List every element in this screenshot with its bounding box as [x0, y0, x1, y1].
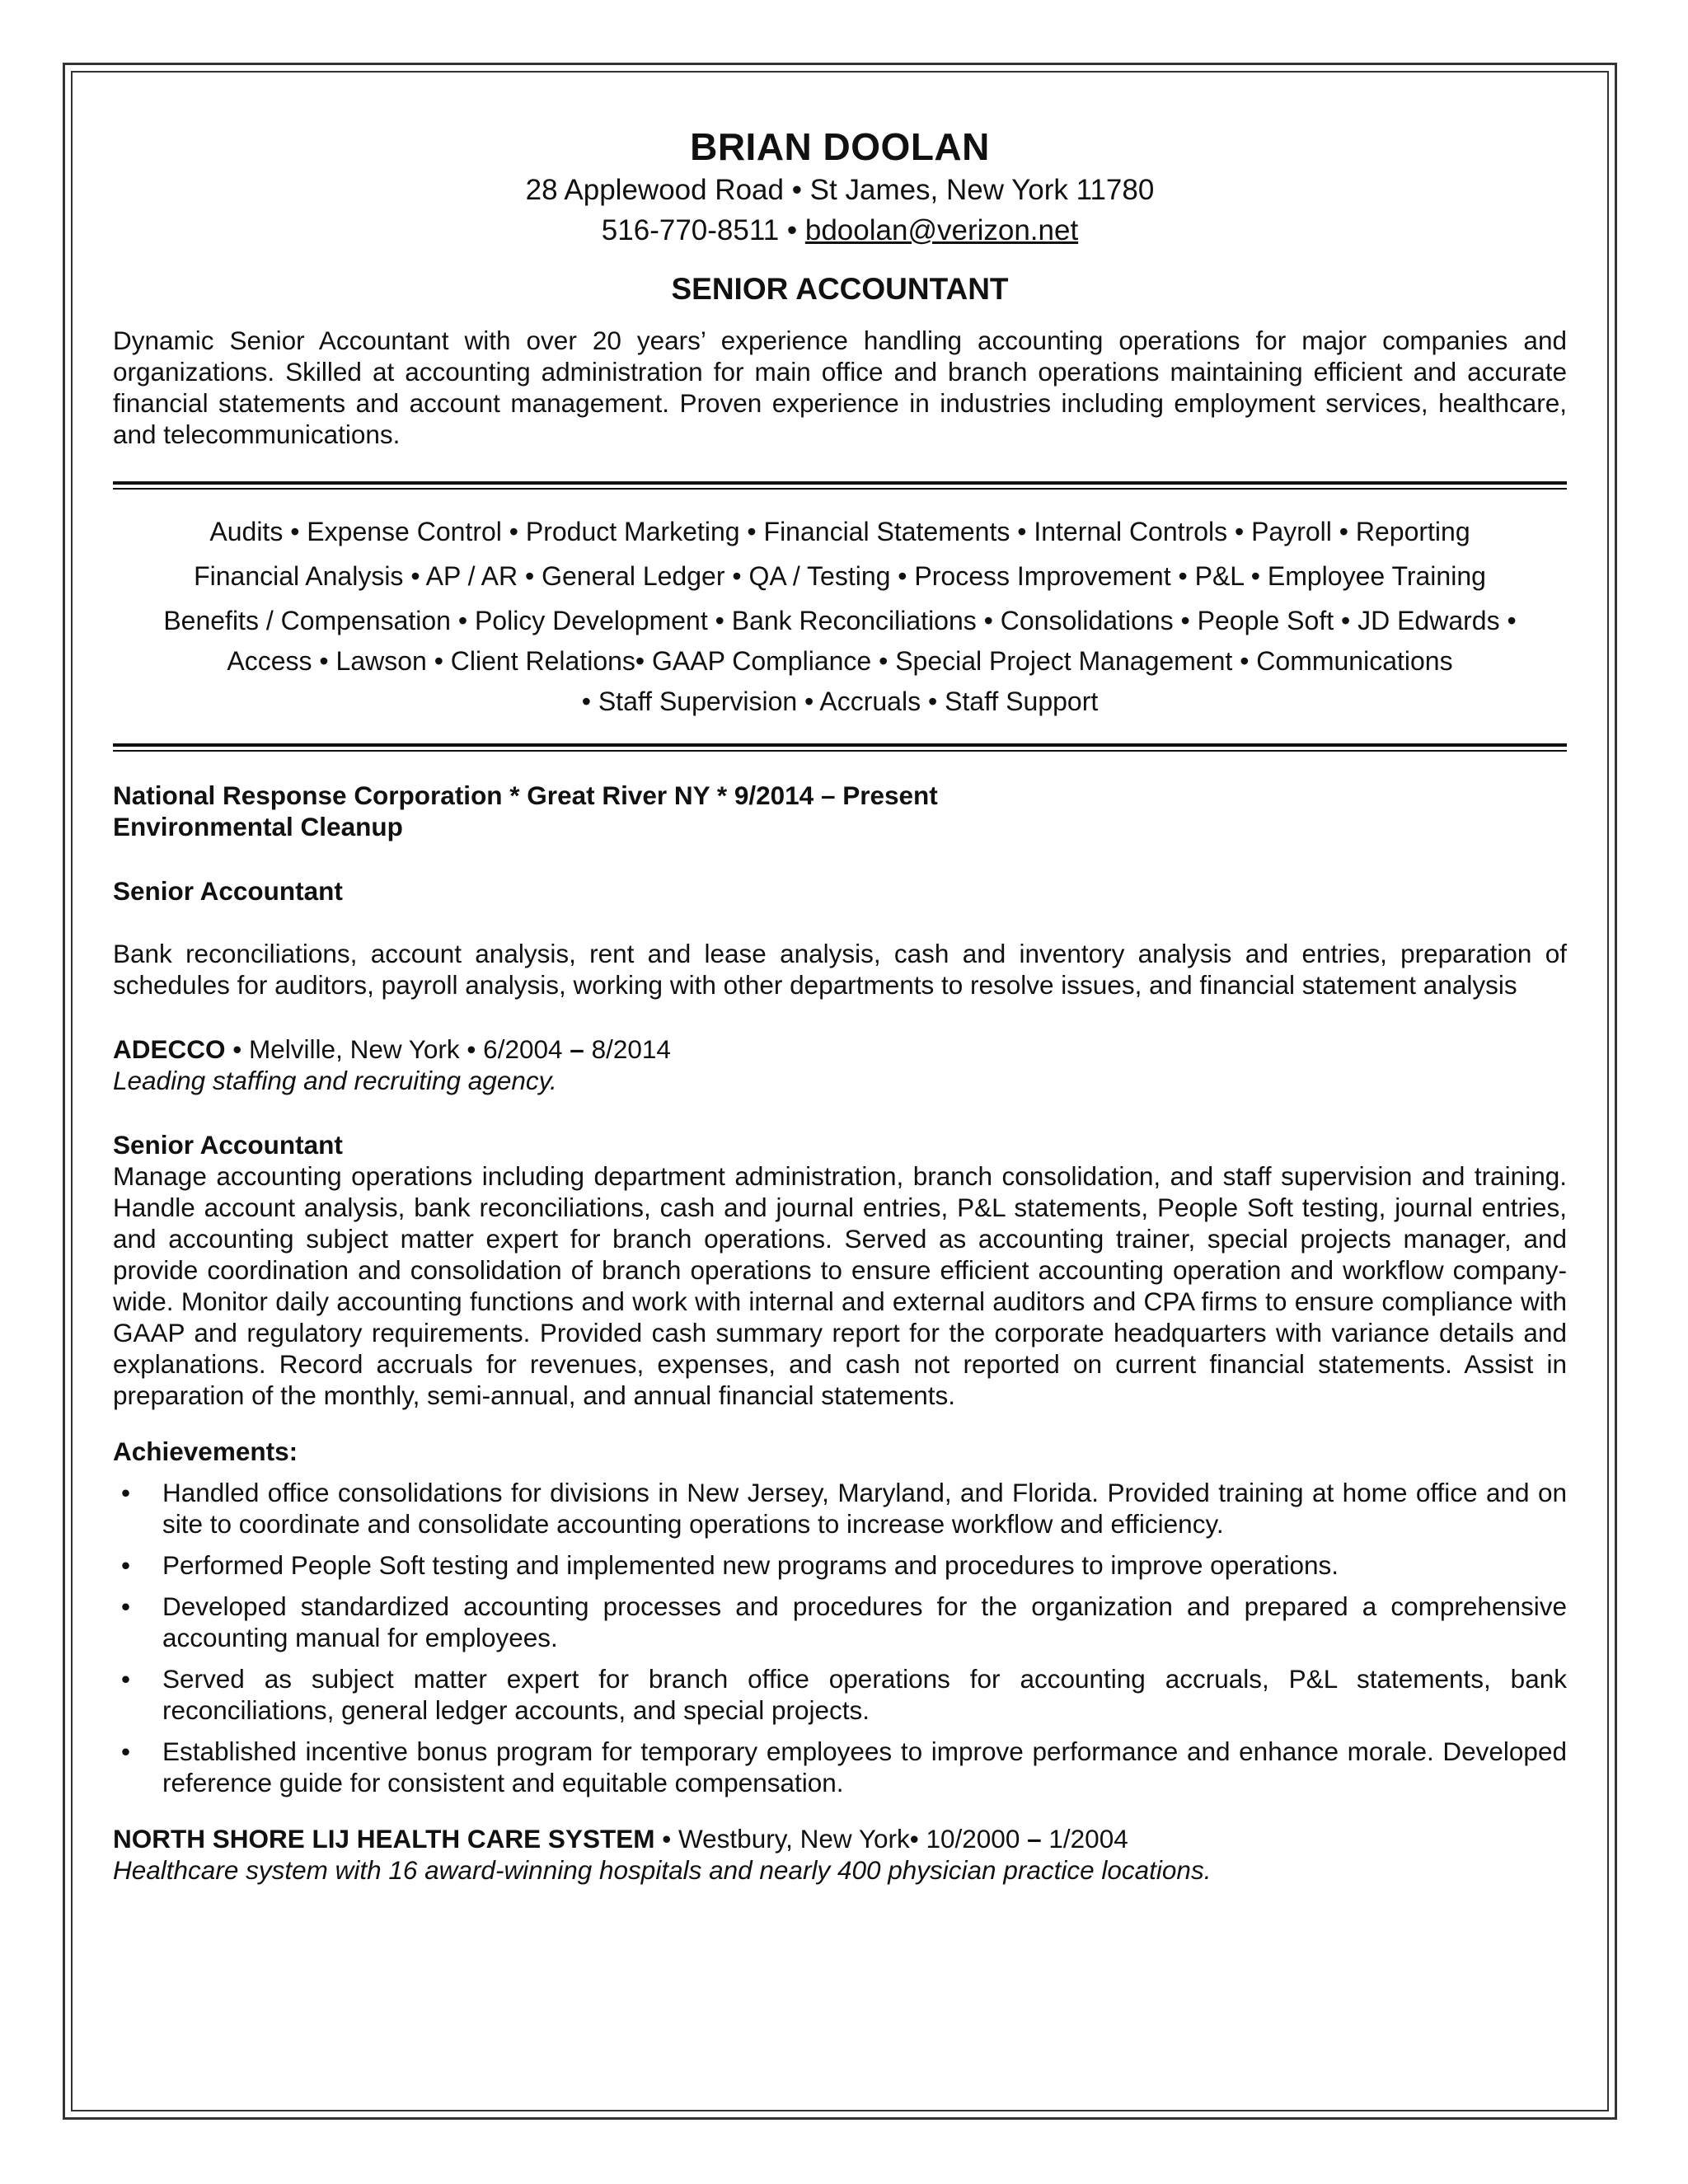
skills-section [113, 490, 1567, 743]
section-divider-bottom [113, 743, 1567, 752]
job1-description: Bank reconciliations, account analysis, rent and lease analysis, cash and inventory analysis and entries, preparation of schedules for auditors, payroll analysis, working with other departments to resolve issues, and financial statement analysis [113, 939, 1567, 1000]
job1-company-line: National Response Corporation * Great River NY * 9/2014 – Present [113, 780, 938, 810]
phone-number: 516-770-8511 [601, 214, 780, 246]
list-item [113, 1663, 1567, 1726]
job2-company: ADECCO [113, 1034, 226, 1064]
achievement-text: Handled office consolidations for divisions in New Jersey, Maryland, and Florida. Provided training at home office and on site to coordinate and consolidate accounting operations to increase workflow and efficiency. [162, 1478, 1567, 1539]
job2-description: Manage accounting operations including department administration, branch consolidation, and staff supervision and training. Handle account analysis, bank reconciliations, cash and journal entries, P&L statements, People Soft testing, journal entries, and accounting subject matter expert for branch operations. Served as accounting trainer, special projects manager, and provide coordination and consolidation of branch operations to ensure efficient accounting operation and workflow company-wide. Monitor daily accounting functions and work with internal and external auditors and CPA firms to ensure compliance with GAAP and regulatory requirements. Provided cash summary report for the corporate headquarters with variance details and explanations. Record accruals for revenues, expenses, and cash not reported on current financial statements. Assist in preparation of the monthly, semi-annual, and annual financial statements. [113, 1161, 1567, 1410]
job3-end-date: 1/2004 [1041, 1824, 1128, 1854]
job3-company-line [113, 1823, 1567, 1854]
job2-date-dash: – [570, 1034, 584, 1064]
bullet-icon: • [121, 1478, 131, 1507]
achievements-list [113, 1477, 1567, 1798]
achievement-text: Performed People Soft testing and implemented new programs and procedures to improve operations. [162, 1550, 1339, 1580]
job2-end-date: 8/2014 [584, 1034, 671, 1064]
resume-headline: SENIOR ACCOUNTANT [671, 272, 1009, 306]
list-item [113, 1591, 1567, 1653]
skills-row-1: Audits • Expense Control • Product Marketing • Financial Statements • Internal Controls • Payroll • Reporting [209, 517, 1470, 546]
address-line: 28 Applewood Road • St James, New York 11780 [525, 174, 1155, 206]
section-divider-top [113, 481, 1567, 490]
list-item [113, 1477, 1567, 1540]
job2-title: Senior Accountant [113, 1130, 343, 1160]
separator-bullet: • [779, 214, 805, 246]
job3-location-dates: • Westbury, New York• 10/2000 [654, 1824, 1028, 1854]
email-link[interactable]: bdoolan@verizon.net [804, 214, 1079, 246]
achievement-text: Established incentive bonus program for temporary employees to improve performance and enhance morale. Developed reference guide for consistent and equitable compensation. [162, 1736, 1567, 1797]
achievement-text: Developed standardized accounting processes and procedures for the organization and prepared a comprehensive accounting manual for employees. [162, 1591, 1567, 1652]
bullet-icon: • [121, 1736, 131, 1766]
job2-location-dates: • Melville, New York • 6/2004 [225, 1034, 570, 1064]
list-item [113, 1549, 1567, 1581]
achievements-heading: Achievements: [113, 1436, 298, 1466]
professional-summary: Dynamic Senior Accountant with over 20 years’ experience handling accounting operations for major companies and organizations. Skilled at accounting administration for main office and branch operations maintaining efficient and accurate financial statements and account management. Proven experience in industries including employment services, healthcare, and telecommunications. [113, 326, 1567, 449]
job3-date-dash: – [1027, 1824, 1042, 1854]
bullet-icon: • [121, 1591, 131, 1621]
bullet-icon: • [121, 1664, 131, 1694]
job3-tagline: Healthcare system with 16 award-winning hospitals and nearly 400 physician practice locations. [113, 1855, 1212, 1885]
bullet-icon: • [121, 1550, 131, 1580]
skills-row-3: Benefits / Compensation • Policy Development • Bank Reconciliations • Consolidations • People Soft • JD Edwards • [163, 606, 1517, 635]
job1-industry: Environmental Cleanup [113, 812, 403, 841]
skills-row-2: Financial Analysis • AP / AR • General Ledger • QA / Testing • Process Improvement • P&L • Employee Training [194, 561, 1486, 591]
resume-header [113, 124, 1567, 251]
phone-email-line [113, 210, 1567, 251]
job2-company-line [113, 1033, 1567, 1065]
skills-row-4: Access • Lawson • Client Relations• GAAP Compliance • Special Project Management • Communications [227, 646, 1453, 676]
job3-company: NORTH SHORE LIJ HEALTH CARE SYSTEM [113, 1824, 655, 1854]
skills-row-5: • Staff Supervision • Accruals • Staff Support [581, 687, 1099, 716]
job1-title: Senior Accountant [113, 876, 343, 906]
job2-tagline: Leading staffing and recruiting agency. [113, 1066, 557, 1095]
list-item [113, 1736, 1567, 1798]
resume-content [113, 124, 1567, 1886]
achievement-text: Served as subject matter expert for branch office operations for accounting accruals, P&L statements, bank reconciliations, general ledger accounts, and special projects. [162, 1664, 1567, 1725]
candidate-name: BRIAN DOOLAN [690, 125, 990, 168]
